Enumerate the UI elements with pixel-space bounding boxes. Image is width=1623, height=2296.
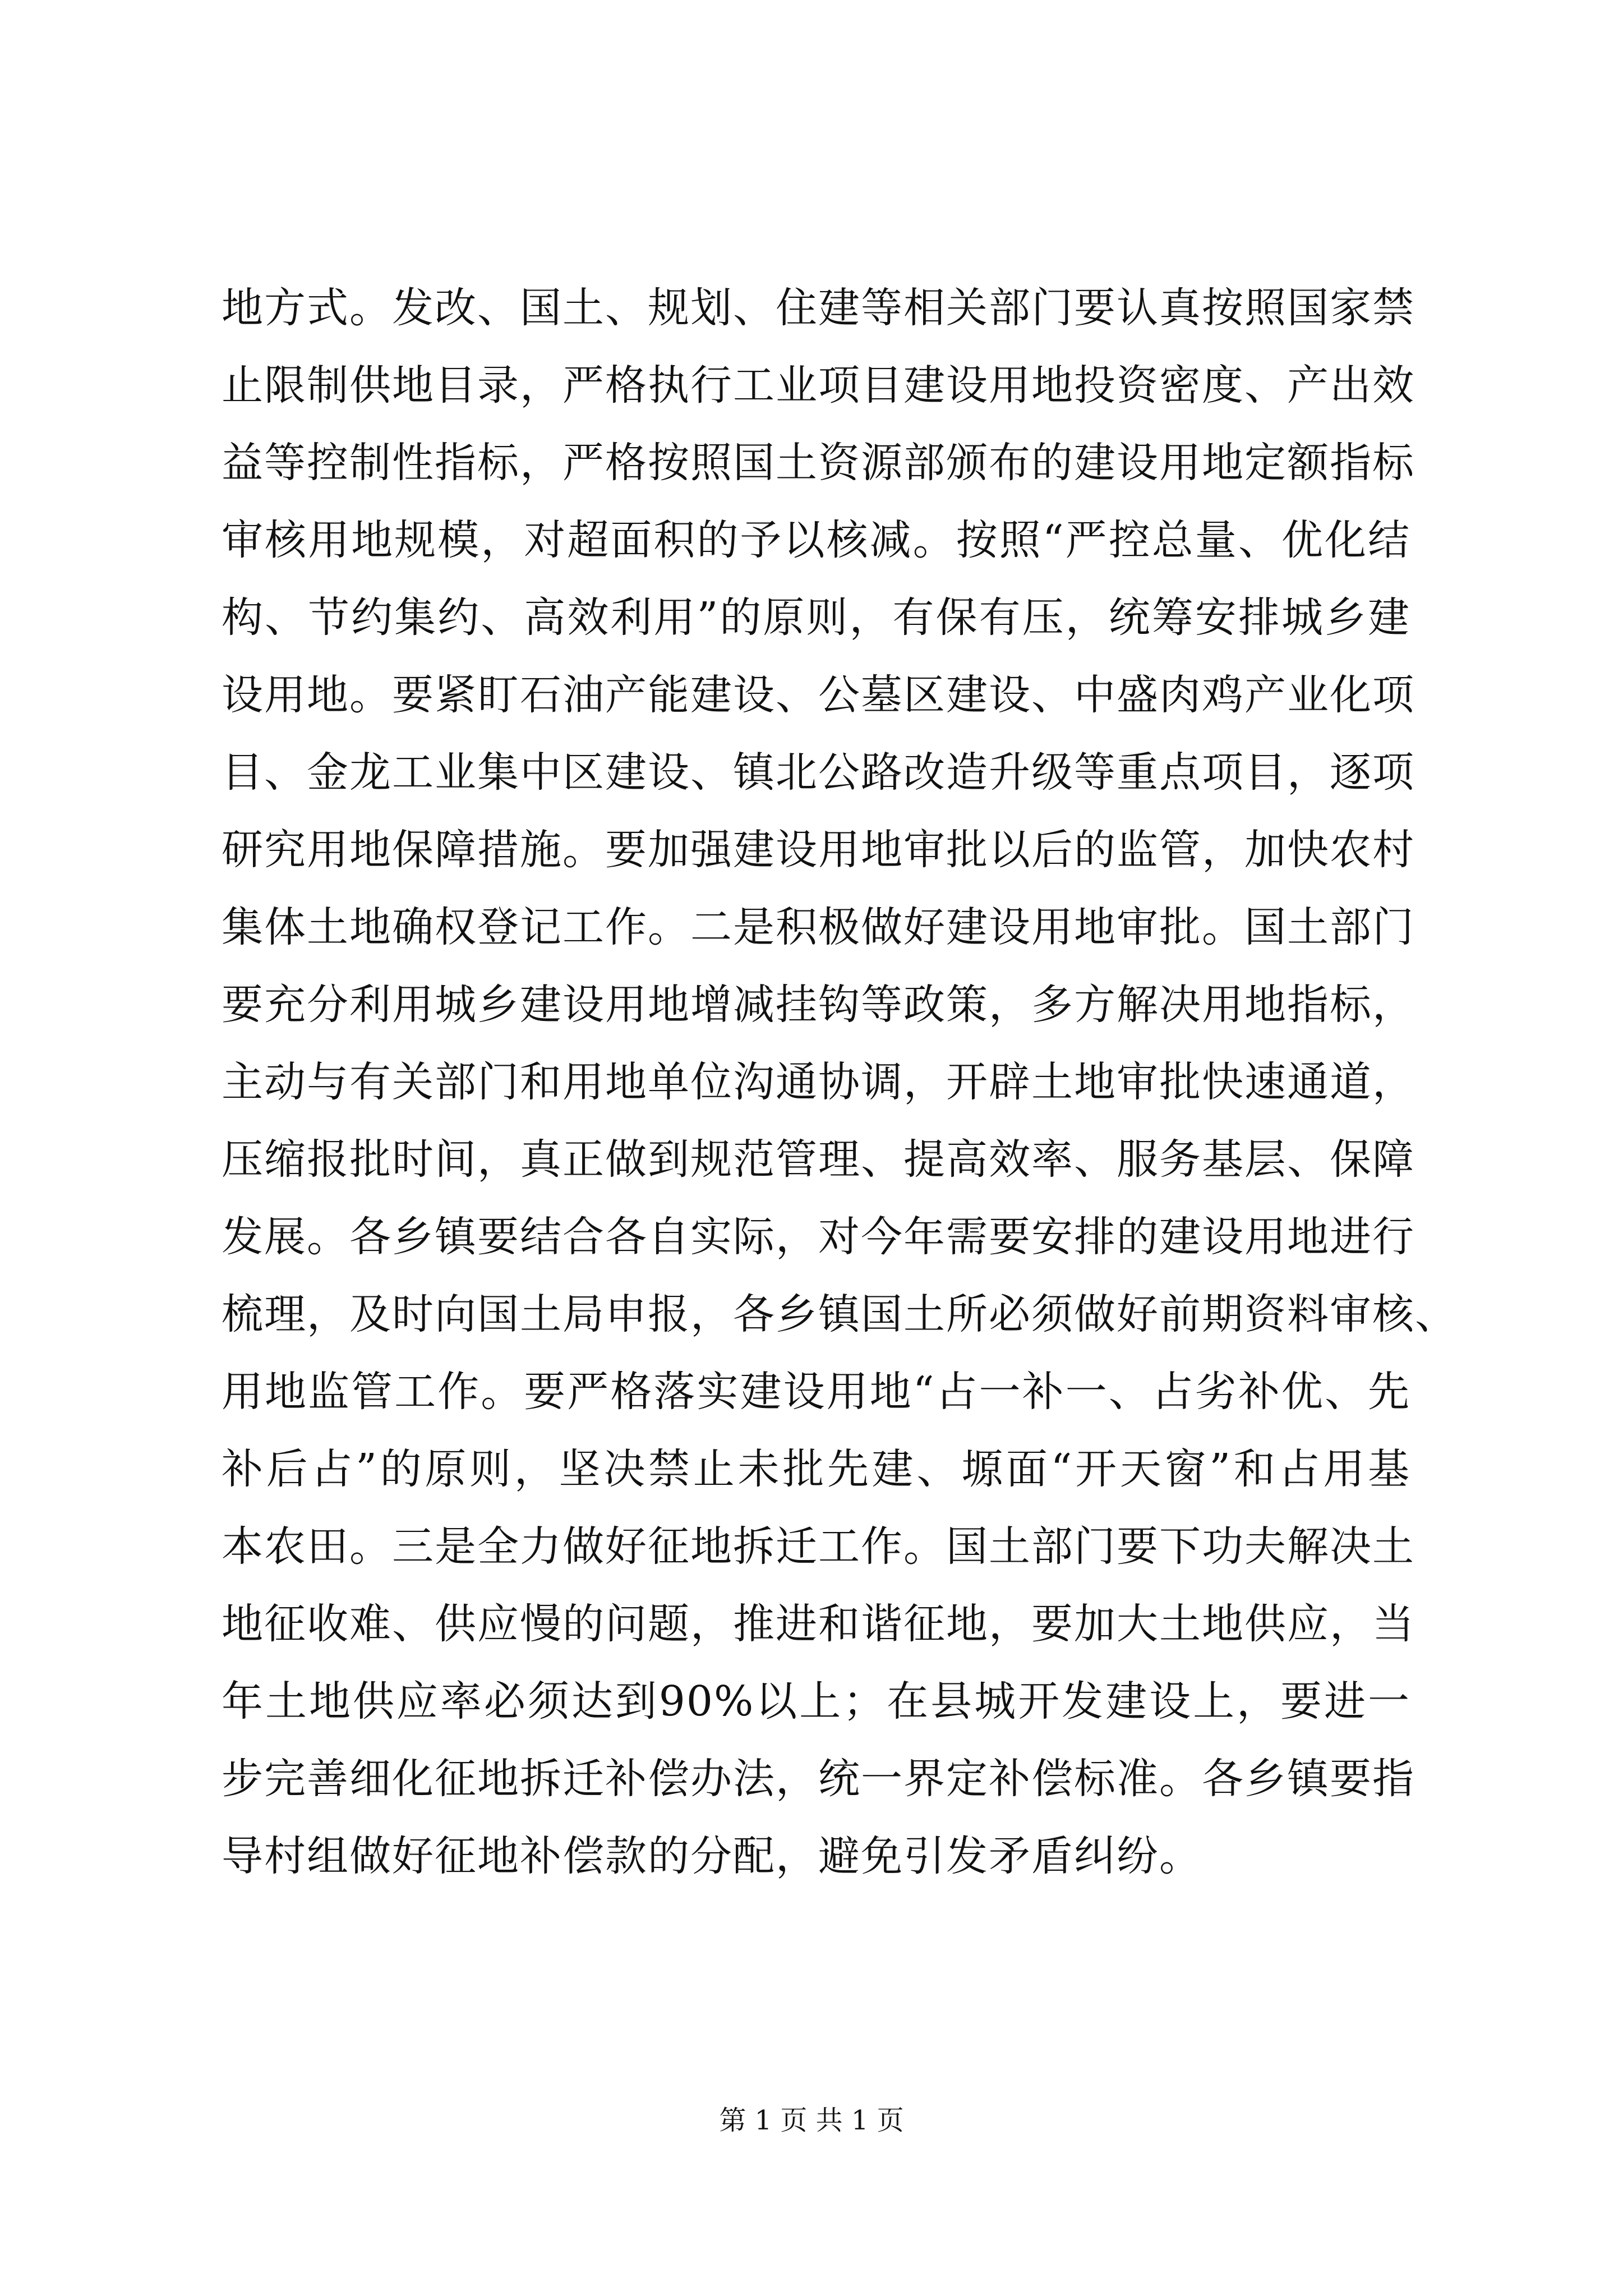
- text-line-17: 本农田。三是全力做好征地拆迁工作。国土部门要下功夫解决土: [222, 1522, 1415, 1571]
- text-line-19: 年土地供应率必须达到90%以上；在县城开发建设上，要进一: [222, 1677, 1410, 1726]
- text-line-1: 地方式。发改、国土、规划、住建等相关部门要认真按照国家禁: [222, 284, 1415, 332]
- text-line-7: 目、金龙工业集中区建设、镇北公路改造升级等重点项目，逐项: [222, 748, 1415, 797]
- text-line-21: 导村组做好征地补偿款的分配，避免引发矛盾纠纷。: [222, 1832, 1202, 1880]
- text-line-8: 研究用地保障措施。要加强建设用地审批以后的监管，加快农村: [222, 826, 1415, 874]
- text-line-11: 主动与有关部门和用地单位沟通协调，开辟土地审批快速通道，: [222, 1058, 1415, 1106]
- text-line-18: 地征收难、供应慢的问题，推进和谐征地，要加大土地供应，当: [222, 1600, 1415, 1648]
- text-line-15: 用地监管工作。要严格落实建设用地“占一补一、占劣补优、先: [222, 1368, 1410, 1416]
- text-line-3: 益等控制性指标，严格按照国土资源部颁布的建设用地定额指标: [222, 439, 1415, 487]
- text-line-14: 梳理，及时向国土局申报，各乡镇国土所必须做好前期资料审核、: [222, 1290, 1458, 1338]
- text-line-4: 审核用地规模，对超面积的予以核减。按照“严控总量、优化结: [222, 516, 1410, 564]
- text-line-20: 步完善细化征地拆迁补偿办法，统一界定补偿标准。各乡镇要指: [222, 1755, 1415, 1803]
- text-line-12: 压缩报批时间，真正做到规范管理、提高效率、服务基层、保障: [222, 1135, 1415, 1184]
- text-line-16: 补后占”的原则，坚决禁止未批先建、塬面“开天窗”和占用基: [222, 1445, 1410, 1493]
- text-line-9: 集体土地确权登记工作。二是积极做好建设用地审批。国土部门: [222, 903, 1415, 951]
- text-line-2: 止限制供地目录，严格执行工业项目建设用地投资密度、产出效: [222, 361, 1415, 409]
- page-footer: 第 1 页 共 1 页: [719, 2105, 904, 2136]
- text-line-10: 要充分利用城乡建设用地增减挂钩等政策，多方解决用地指标，: [222, 981, 1415, 1029]
- body-paragraph: [222, 269, 1458, 1895]
- text-line-13: 发展。各乡镇要结合各自实际，对今年需要安排的建设用地进行: [222, 1213, 1415, 1261]
- text-line-6: 设用地。要紧盯石油产能建设、公墓区建设、中盛肉鸡产业化项: [222, 671, 1415, 719]
- text-line-5: 构、节约集约、高效利用”的原则，有保有压，统筹安排城乡建: [222, 593, 1410, 642]
